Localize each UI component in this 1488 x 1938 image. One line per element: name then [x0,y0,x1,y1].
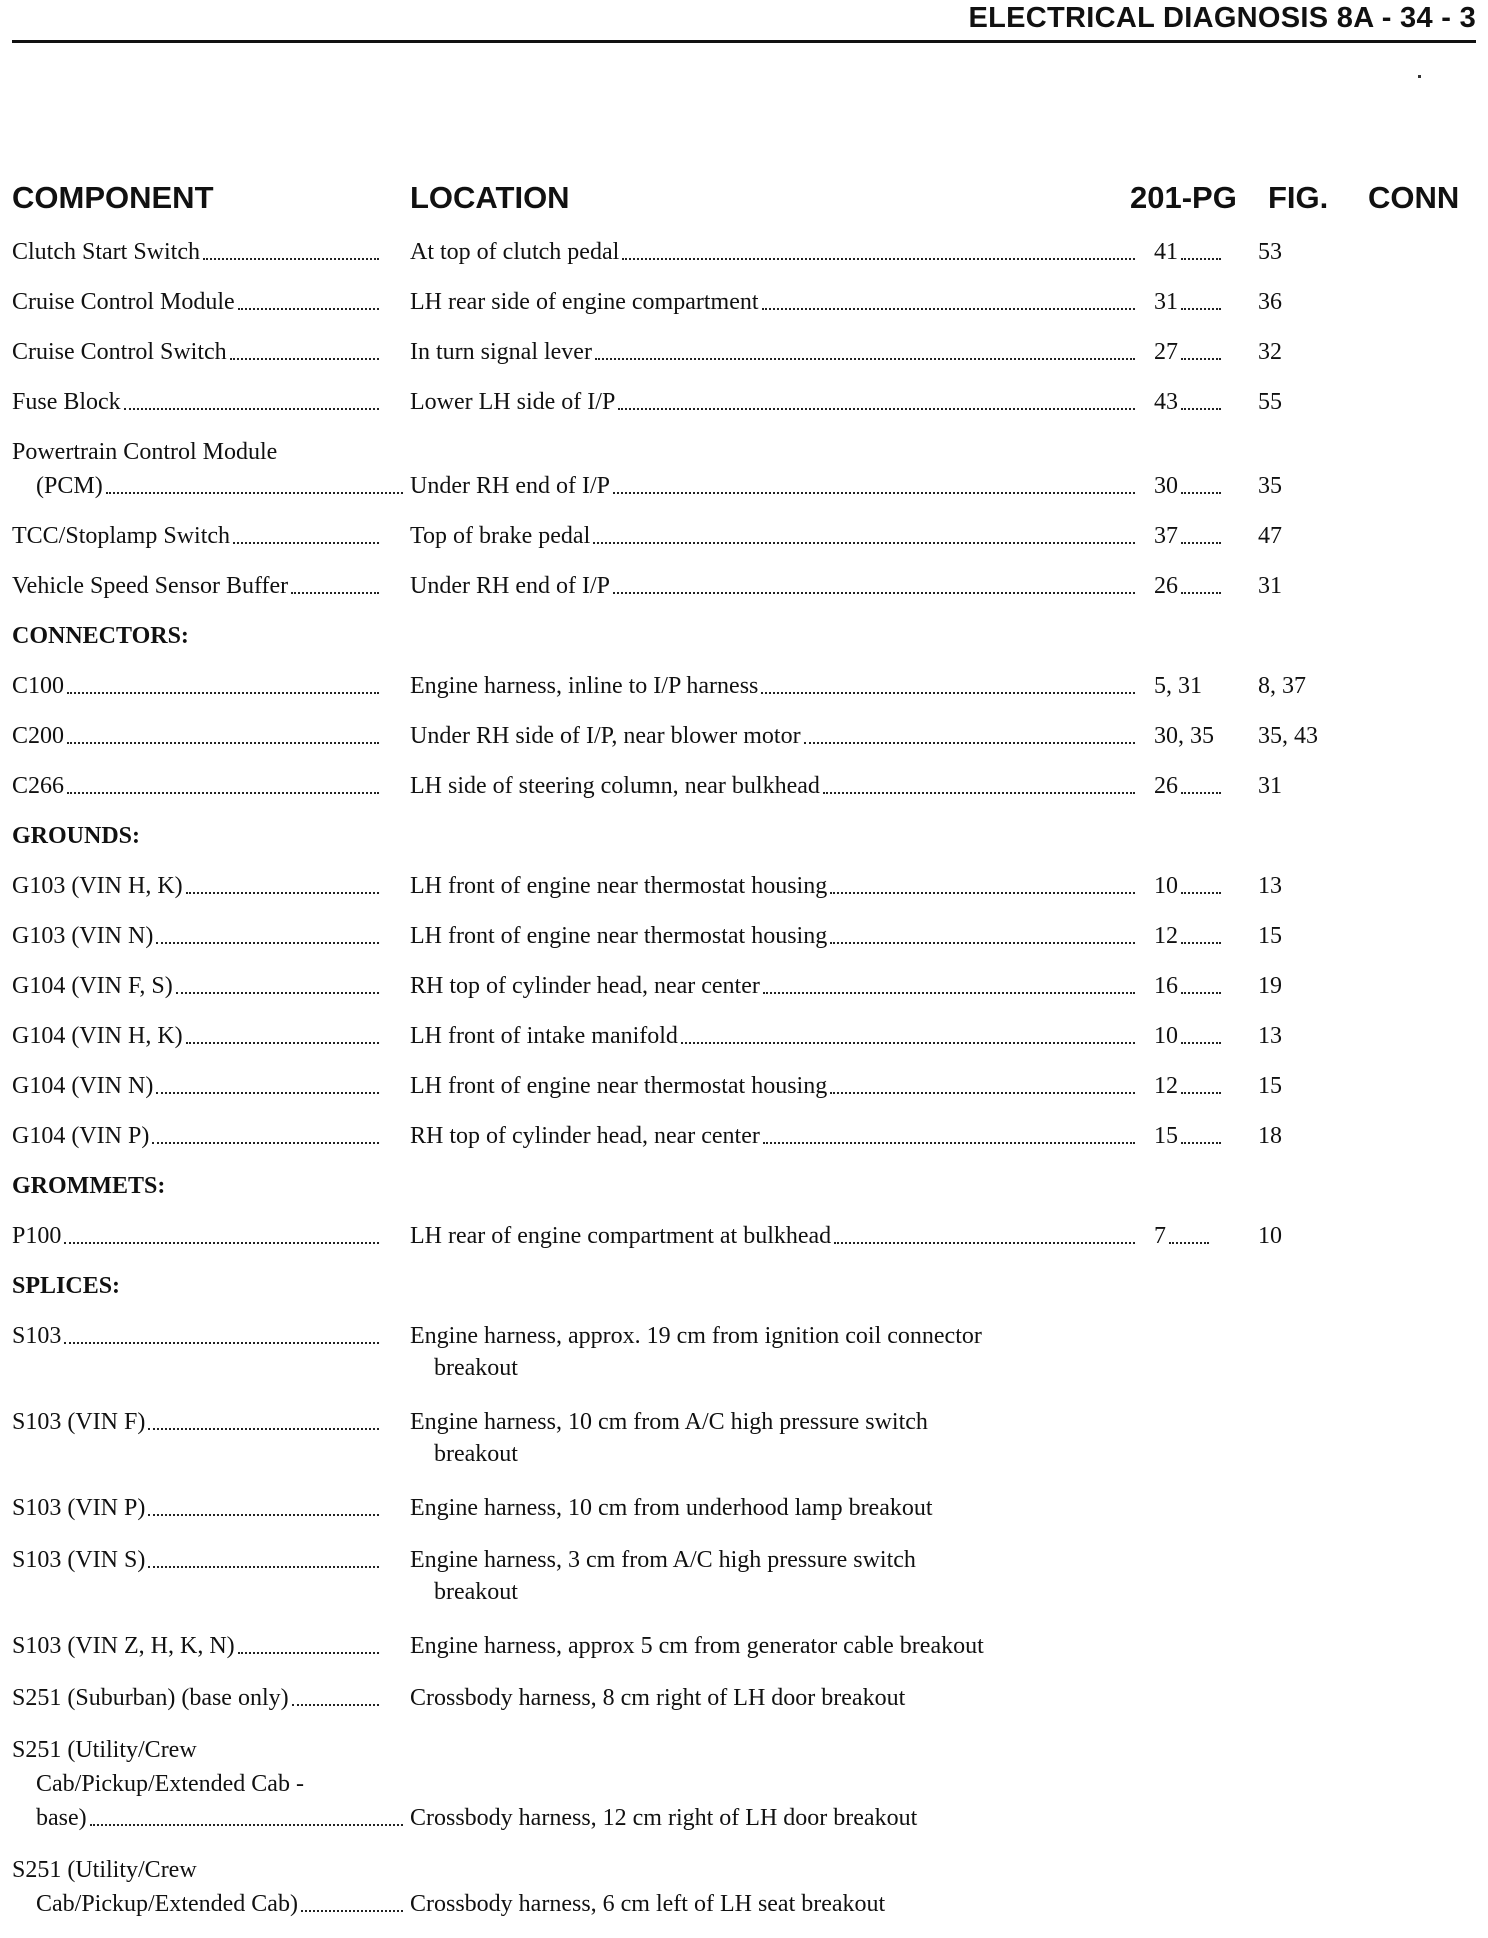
table-row [0,1854,1488,1938]
component-name: Vehicle Speed Sensor Buffer [12,573,289,599]
ground-location: LH front of engine near thermostat housing [410,923,828,949]
ground-name: G104 (VIN H, K) [12,1023,183,1049]
ground-page: 10 [1154,1023,1178,1049]
connector-location: Engine harness, inline to I/P harness [410,673,759,699]
connector-name: C100 [12,673,65,699]
connector-fig: 35, 43 [1258,723,1318,749]
ground-location: LH front of engine near thermostat housing [410,1073,828,1099]
component-fig: 55 [1258,389,1282,415]
ground-fig: 19 [1258,973,1282,999]
ground-name: G104 (VIN P) [12,1123,150,1149]
table-row [0,436,1488,520]
table-row [0,1492,1488,1544]
splice-name: S103 (VIN S) [12,1547,146,1573]
ground-name: G104 (VIN N) [12,1073,154,1099]
splice-location: Engine harness, 10 cm from underhood lamp breakout [410,1495,933,1521]
ground-name: G104 (VIN F, S) [12,973,173,999]
table-row [0,1220,1488,1270]
column-header-component: COMPONENT [12,180,214,215]
ground-fig: 15 [1258,1073,1282,1099]
ground-fig: 18 [1258,1123,1282,1149]
connector-name: C200 [12,723,65,749]
connector-location: LH side of steering column, near bulkhead [410,773,820,799]
connector-fig: 8, 37 [1258,673,1306,699]
ground-location: LH front of engine near thermostat housing [410,873,828,899]
header-rule [12,40,1476,43]
section-heading-row [0,1170,1488,1220]
ground-page: 15 [1154,1123,1178,1149]
component-location: Top of brake pedal [410,523,591,549]
splice-location-line2: breakout [434,1441,518,1467]
column-header-fig: FIG. [1268,180,1329,215]
section-heading-row [0,820,1488,870]
table-row [0,520,1488,570]
component-page: 27 [1154,339,1178,365]
table-row [0,236,1488,286]
connector-fig: 31 [1258,773,1282,799]
section-heading-row [0,1270,1488,1320]
component-page: 26 [1154,573,1178,599]
component-fig: 32 [1258,339,1282,365]
connector-page: 5, 31 [1154,673,1202,699]
ground-page: 10 [1154,873,1178,899]
table-row [0,1070,1488,1120]
table-row [0,286,1488,336]
ground-page: 16 [1154,973,1178,999]
component-page: 37 [1154,523,1178,549]
table-row [0,1682,1488,1734]
section-heading-connectors: CONNECTORS: [12,623,189,649]
component-name: Cruise Control Switch [12,339,227,365]
grommet-location: LH rear of engine compartment at bulkhead [410,1223,832,1249]
grommet-fig: 10 [1258,1223,1282,1249]
table-row [0,1544,1488,1630]
splice-location: Crossbody harness, 6 cm left of LH seat breakout [410,1891,886,1917]
splice-name: S251 (Suburban) (base only) [12,1685,289,1711]
stray-mark [1418,75,1421,78]
splice-location-line2: breakout [434,1355,518,1381]
ground-location: RH top of cylinder head, near center [410,1123,760,1149]
splice-name-line2: Cab/Pickup/Extended Cab - [36,1771,304,1797]
component-name: Clutch Start Switch [12,239,200,265]
component-fig: 35 [1258,473,1282,499]
table-row [0,770,1488,820]
page-header-title: ELECTRICAL DIAGNOSIS 8A - 34 - 3 [968,2,1476,34]
connector-location: Under RH side of I/P, near blower motor [410,723,801,749]
splice-location: Engine harness, approx. 19 cm from ignition coil connector [410,1323,982,1349]
section-heading-row [0,620,1488,670]
component-location-table [0,236,1488,1938]
component-name: TCC/Stoplamp Switch [12,523,231,549]
component-location: LH rear side of engine compartment [410,289,759,315]
splice-name-line1: S251 (Utility/Crew [12,1857,197,1883]
table-row [0,1406,1488,1492]
ground-page: 12 [1154,1073,1178,1099]
component-name: Fuse Block [12,389,121,415]
section-heading-splices: SPLICES: [12,1273,121,1299]
component-fig: 36 [1258,289,1282,315]
column-header-location: LOCATION [410,180,570,215]
ground-fig: 13 [1258,1023,1282,1049]
ground-name: G103 (VIN N) [12,923,154,949]
table-row [0,970,1488,1020]
splice-location: Crossbody harness, 8 cm right of LH door breakout [410,1685,906,1711]
grommet-page: 7 [1154,1223,1166,1249]
table-row [0,720,1488,770]
table-row [0,1630,1488,1682]
ground-fig: 13 [1258,873,1282,899]
component-location: At top of clutch pedal [410,239,620,265]
splice-name: S103 (VIN Z, H, K, N) [12,1633,235,1659]
ground-page: 12 [1154,923,1178,949]
section-heading-grounds: GROUNDS: [12,823,141,849]
ground-location: LH front of intake manifold [410,1023,678,1049]
component-location: Under RH end of I/P [410,573,610,599]
section-heading-grommets: GROMMETS: [12,1173,166,1199]
splice-name: Cab/Pickup/Extended Cab) [36,1891,298,1917]
table-row [0,670,1488,720]
component-page: 30 [1154,473,1178,499]
connector-name: C266 [12,773,65,799]
table-row [0,570,1488,620]
connector-page: 26 [1154,773,1178,799]
component-fig: 31 [1258,573,1282,599]
splice-location: Engine harness, 3 cm from A/C high pressure switch [410,1547,916,1573]
table-row [0,1020,1488,1070]
ground-fig: 15 [1258,923,1282,949]
table-row [0,1320,1488,1406]
grommet-name: P100 [12,1223,62,1249]
splice-location: Engine harness, 10 cm from A/C high pressure switch [410,1409,928,1435]
splice-location: Crossbody harness, 12 cm right of LH door breakout [410,1805,918,1831]
splice-name: S103 (VIN F) [12,1409,146,1435]
component-fig: 47 [1258,523,1282,549]
splice-name: S103 (VIN P) [12,1495,146,1521]
table-row [0,386,1488,436]
table-row [0,920,1488,970]
ground-location: RH top of cylinder head, near center [410,973,760,999]
component-page: 43 [1154,389,1178,415]
table-row [0,1734,1488,1854]
component-page: 41 [1154,239,1178,265]
table-row [0,870,1488,920]
component-page: 31 [1154,289,1178,315]
component-location: Under RH end of I/P [410,473,610,499]
column-header-conn: CONN [1368,180,1460,215]
splice-name: S103 [12,1323,62,1349]
splice-location-line2: breakout [434,1579,518,1605]
component-name: (PCM) [36,473,103,499]
component-name: Cruise Control Module [12,289,235,315]
component-name-line1: Powertrain Control Module [12,439,278,465]
ground-name: G103 (VIN H, K) [12,873,183,899]
column-header-page: 201-PG [1130,180,1237,215]
component-location: In turn signal lever [410,339,592,365]
splice-name-line1: S251 (Utility/Crew [12,1737,197,1763]
component-fig: 53 [1258,239,1282,265]
component-location: Lower LH side of I/P [410,389,616,415]
splice-name: base) [36,1805,87,1831]
table-row [0,1120,1488,1170]
connector-page: 30, 35 [1154,723,1214,749]
splice-location: Engine harness, approx 5 cm from generator cable breakout [410,1633,984,1659]
table-row [0,336,1488,386]
